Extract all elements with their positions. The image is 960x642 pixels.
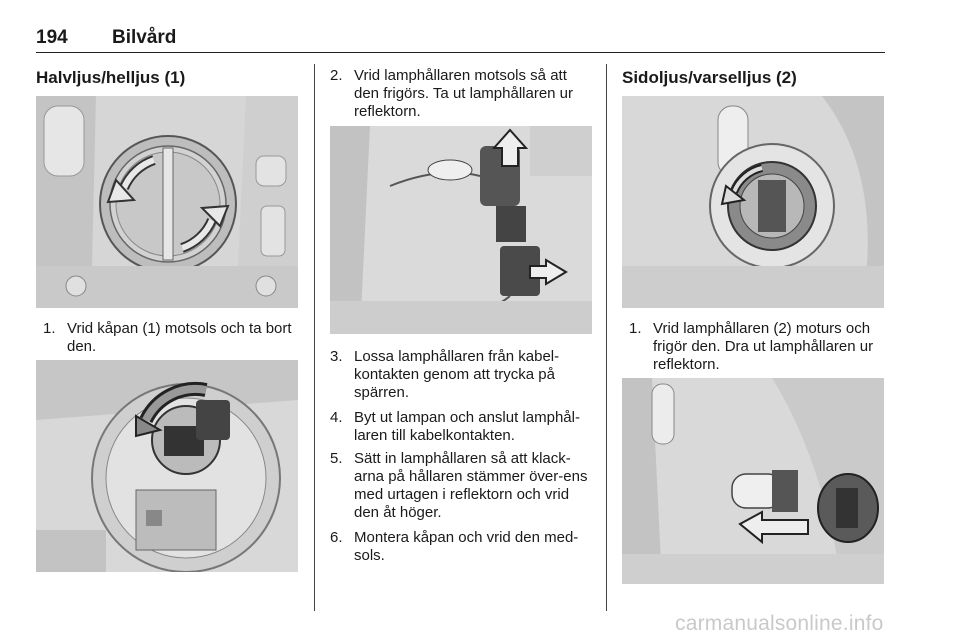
step-3 <box>330 348 592 402</box>
step-6 <box>330 529 592 565</box>
section-title-sidelight: Sidoljus/varselljus (2) <box>622 68 797 87</box>
watermark: carmanualsonline.info <box>675 612 884 635</box>
page-number: 194 <box>36 27 68 48</box>
step-number: 6. <box>330 529 343 546</box>
step-number: 2. <box>330 67 343 84</box>
step-4 <box>330 409 592 445</box>
step-5 <box>330 450 592 522</box>
column-divider-1 <box>314 64 315 611</box>
step-text: Byt ut lampan och anslut lamphål-laren till kabelkontakten. <box>354 409 580 444</box>
figure-sidelight-bulb <box>622 378 884 584</box>
step-text: Vrid lamphållaren (2) moturs och frigör den. Dra ut lamphållaren ur reflektorn. <box>653 320 874 373</box>
step-2-headlight <box>330 67 592 121</box>
header-rule <box>36 52 885 53</box>
step-number: 4. <box>330 409 343 426</box>
step-text: Lossa lamphållaren från kabel-kontakten genom att trycka på spärren. <box>354 348 560 401</box>
step-number: 5. <box>330 450 343 467</box>
step-1-sidelight <box>622 320 886 374</box>
figure-bulb-connector <box>330 126 592 334</box>
step-number: 1. <box>629 320 642 337</box>
figure-sidelight-rotate <box>622 96 884 308</box>
figure-cover-rotate <box>36 96 298 308</box>
page-title: Bilvård <box>112 27 177 48</box>
step-text: Sätt in lamphållaren så att klack-arna på hållaren stämmer över-ens med urtagen i reflektorn och vrid den åt höger. <box>354 450 588 521</box>
step-number: 1. <box>43 320 56 337</box>
step-text: Montera kåpan och vrid den med-sols. <box>354 529 579 564</box>
figure-bulb-holder <box>36 360 298 572</box>
step-number: 3. <box>330 348 343 365</box>
step-text: Vrid kåpan (1) motsols och ta bort den. <box>67 320 292 355</box>
step-1-headlight <box>36 320 300 356</box>
section-title-headlight: Halvljus/helljus (1) <box>36 68 186 87</box>
column-divider-2 <box>606 64 607 611</box>
step-text: Vrid lamphållaren motsols så att den frigörs. Ta ut lamphållaren ur reflektorn. <box>354 67 574 120</box>
